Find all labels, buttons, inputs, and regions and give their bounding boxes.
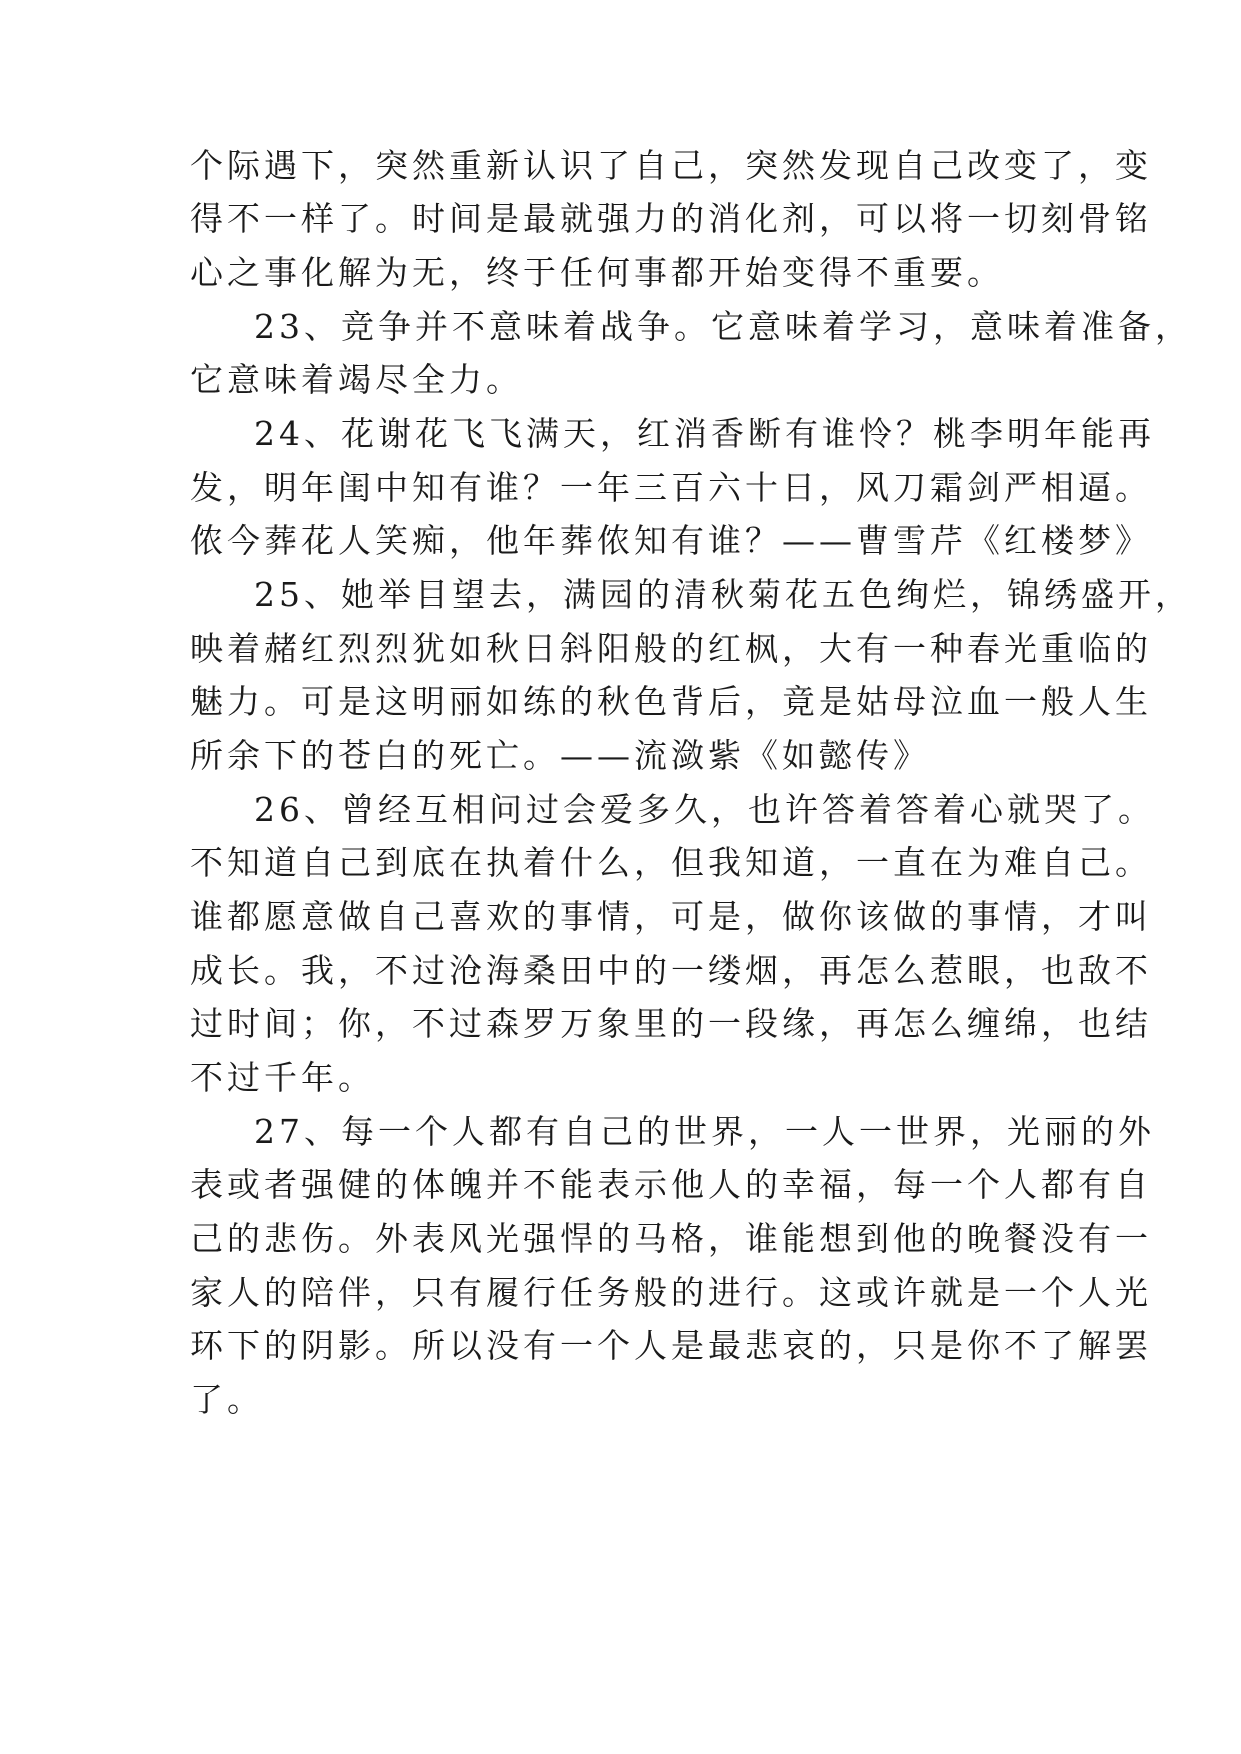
text-line: 心之事化解为无，终于任何事都开始变得不重要。 <box>190 253 1004 292</box>
text-line: 23、竞争并不意味着战争。它意味着学习，意味着准备， <box>254 307 1192 346</box>
text-line: 不知道自己到底在执着什么，但我知道，一直在为难自己。 <box>190 843 1152 882</box>
text-line: 它意味着竭尽全力。 <box>190 360 523 399</box>
text-line: 24、花谢花飞飞满天，红消香断有谁怜？桃李明年能再 <box>254 414 1155 453</box>
text-line: 表或者强健的体魄并不能表示他人的幸福，每一个人都有自 <box>190 1165 1152 1204</box>
text-line: 所余下的苍白的死亡。——流潋紫《如懿传》 <box>190 736 930 775</box>
text-line: 了。 <box>190 1380 264 1419</box>
text-line: 魅力。可是这明丽如练的秋色背后，竟是姑母泣血一般人生 <box>190 682 1152 721</box>
text-line: 发，明年闺中知有谁？一年三百六十日，风刀霜剑严相逼。 <box>190 468 1152 507</box>
text-line: 25、她举目望去，满园的清秋菊花五色绚烂，锦绣盛开， <box>254 575 1192 614</box>
text-line: 成长。我，不过沧海桑田中的一缕烟，再怎么惹眼，也敌不 <box>190 951 1152 990</box>
text-line: 得不一样了。时间是最就强力的消化剂，可以将一切刻骨铭 <box>190 199 1152 238</box>
text-line: 环下的阴影。所以没有一个人是最悲哀的，只是你不了解罢 <box>190 1326 1152 1365</box>
text-line: 不过千年。 <box>190 1058 375 1097</box>
text-line: 个际遇下，突然重新认识了自己，突然发现自己改变了，变 <box>190 146 1152 185</box>
text-line: 27、每一个人都有自己的世界，一人一世界，光丽的外 <box>254 1112 1155 1151</box>
text-line: 家人的陪伴，只有履行任务般的进行。这或许就是一个人光 <box>190 1273 1152 1312</box>
text-line: 过时间；你，不过森罗万象里的一段缘，再怎么缠绵，也结 <box>190 1004 1152 1043</box>
text-line: 映着赭红烈烈犹如秋日斜阳般的红枫，大有一种春光重临的 <box>190 629 1152 668</box>
text-line: 26、曾经互相问过会爱多久，也许答着答着心就哭了。 <box>254 790 1155 829</box>
text-line: 侬今葬花人笑痴，他年葬侬知有谁？——曹雪芹《红楼梦》 <box>190 521 1152 560</box>
text-line: 己的悲伤。外表风光强悍的马格，谁能想到他的晚餐没有一 <box>190 1219 1152 1258</box>
text-line: 谁都愿意做自己喜欢的事情，可是，做你该做的事情，才叫 <box>190 897 1152 936</box>
